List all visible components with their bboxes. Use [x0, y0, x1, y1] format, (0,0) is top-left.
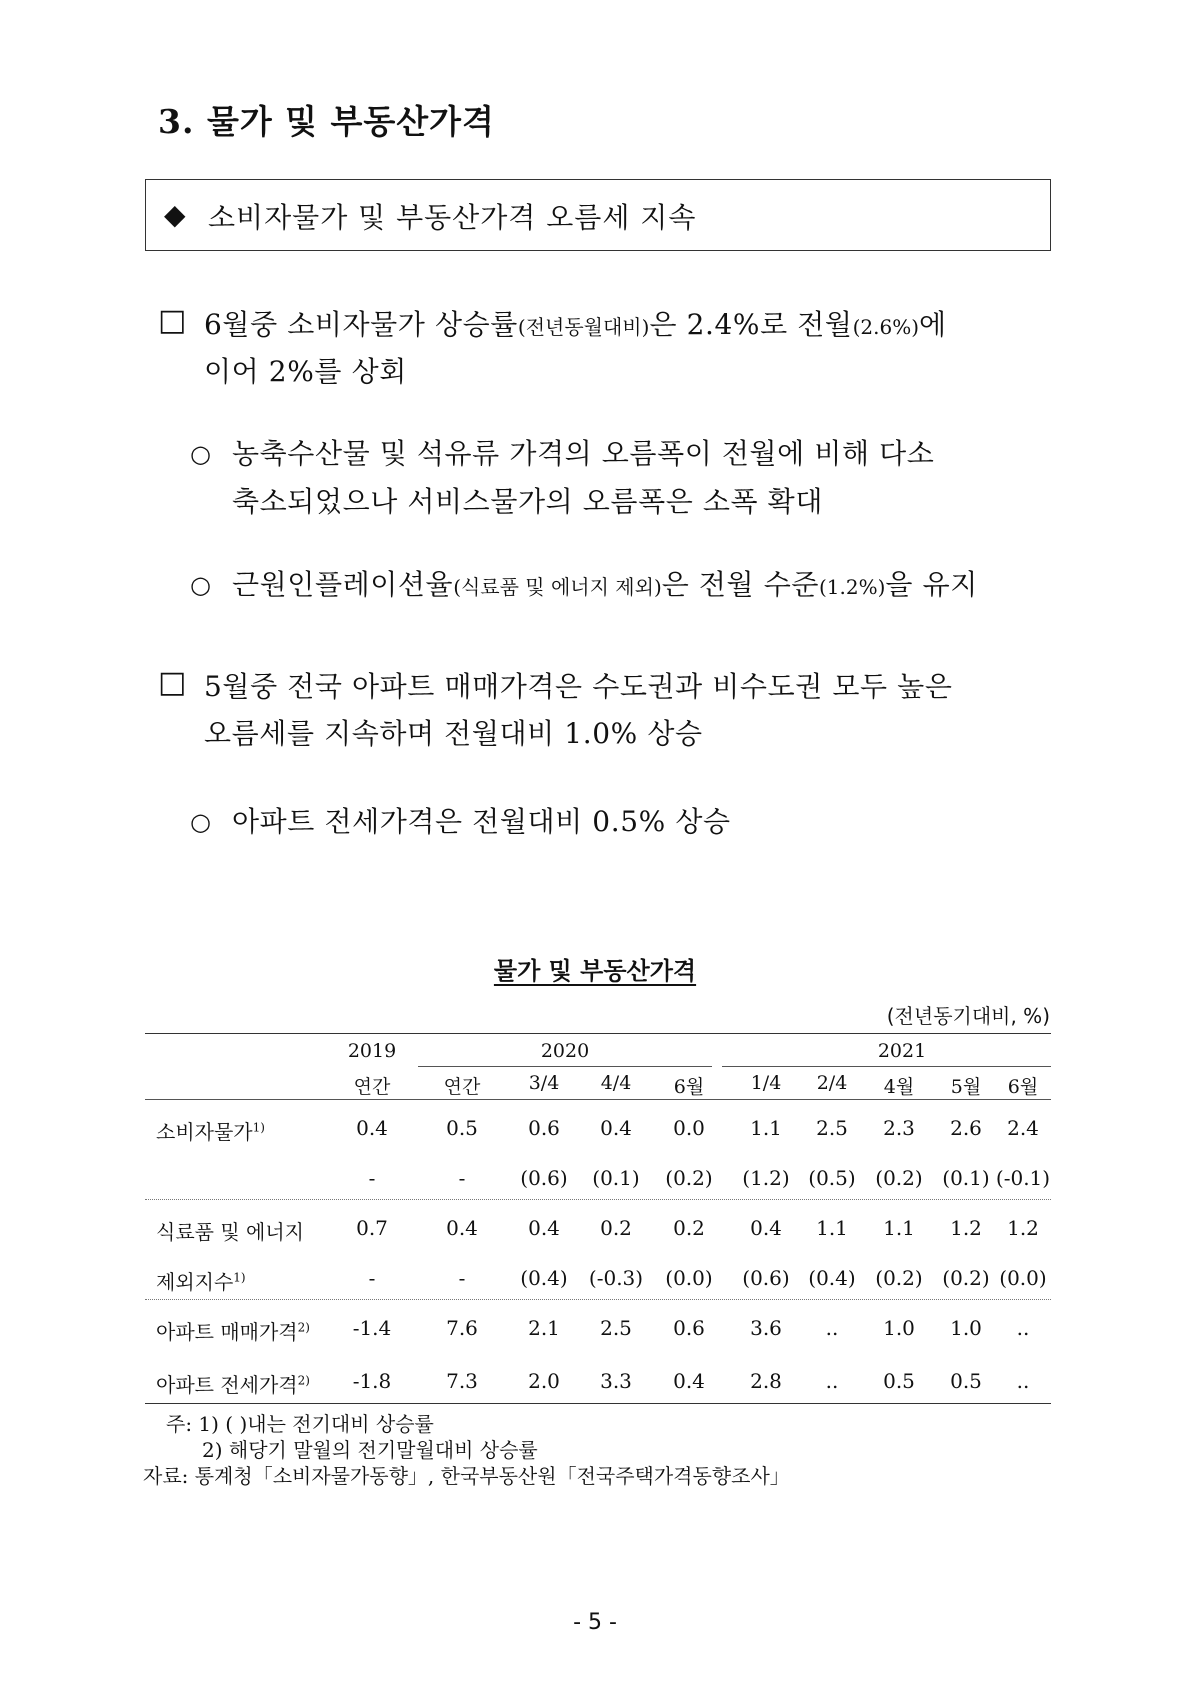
table-cell: 1.1: [816, 1216, 848, 1240]
row-separator: [145, 1299, 1051, 1300]
table-cell: 1.2: [1007, 1216, 1039, 1240]
table-cell: 7.3: [446, 1369, 478, 1393]
table-cell: -1.8: [352, 1369, 392, 1393]
table-cell: (0.0): [999, 1266, 1047, 1290]
table-top-border: [145, 1033, 1051, 1034]
table-cell: (0.2): [875, 1266, 923, 1290]
header-bottom-border: [145, 1099, 1051, 1100]
section-title: 3. 물가 및 부동산가격: [158, 102, 495, 141]
column-header: 2/4: [816, 1072, 848, 1094]
paragraph-2-line-1: 5월중 전국 아파트 매매가격은 수도권과 비수도권 모두 높은: [204, 670, 953, 703]
table-cell: 1.0: [950, 1316, 982, 1340]
table-cell: 2.5: [816, 1116, 848, 1140]
table-cell: (-0.3): [588, 1266, 644, 1290]
table-cell: 0.4: [750, 1216, 782, 1240]
table-cell: (0.2): [875, 1166, 923, 1190]
table-cell: (0.4): [520, 1266, 568, 1290]
table-cell: 2.6: [950, 1116, 982, 1140]
table-cell: (0.2): [665, 1166, 713, 1190]
source-note: 자료: 통계청「소비자물가동향」, 한국부동산원「전국주택가격동향조사」: [143, 1464, 790, 1488]
note-1: 주: 1) ( )내는 전기대비 상승률: [166, 1412, 434, 1436]
column-header: 6월: [1007, 1076, 1039, 1098]
note-2: 2) 해당기 말월의 전기말월대비 상승률: [202, 1438, 538, 1462]
row-label-core-1: 식료품 및 에너지: [156, 1220, 304, 1244]
table-cell: 0.2: [673, 1216, 705, 1240]
table-cell: 0.4: [528, 1216, 560, 1240]
circle-bullet-icon: ○: [190, 440, 211, 468]
circle-bullet-icon: ○: [190, 571, 211, 599]
table-cell: 0.2: [600, 1216, 632, 1240]
table-cell: 2.5: [600, 1316, 632, 1340]
table-cell: (0.1): [942, 1166, 990, 1190]
year-2020-underline: [418, 1066, 712, 1067]
column-header: 4/4: [600, 1072, 632, 1094]
diamond-bullet-icon: ◆: [164, 198, 186, 231]
table-cell: 2.4: [1007, 1116, 1039, 1140]
sub-bullet-3: 아파트 전세가격은 전월대비 0.5% 상승: [232, 805, 731, 838]
table-cell: 0.0: [673, 1116, 705, 1140]
table-cell: 0.5: [446, 1116, 478, 1140]
summary-box: [145, 179, 1051, 251]
column-header: 6월: [673, 1076, 705, 1098]
table-cell: 1.0: [883, 1316, 915, 1340]
table-cell: 0.5: [883, 1369, 915, 1393]
table-unit: (전년동기대비, %): [886, 1004, 1050, 1028]
year-header: 2021: [877, 1040, 927, 1062]
table-cell: 0.6: [528, 1116, 560, 1140]
table-bottom-border: [145, 1403, 1051, 1404]
column-header: 5월: [950, 1076, 982, 1098]
table-cell: -1.4: [352, 1316, 392, 1340]
table-cell: (1.2): [742, 1166, 790, 1190]
table-cell: -: [368, 1266, 376, 1290]
table-cell: ..: [825, 1316, 839, 1340]
column-header: 연간: [443, 1076, 481, 1098]
table-cell: 1.1: [883, 1216, 915, 1240]
table-cell: 2.3: [883, 1116, 915, 1140]
table-title: 물가 및 부동산가격: [493, 957, 697, 985]
row-label-apt-sale: 아파트 매매가격$^{2)}$: [156, 1320, 310, 1344]
table-cell: -: [458, 1166, 466, 1190]
column-header: 3/4: [528, 1072, 560, 1094]
table-cell: 2.0: [528, 1369, 560, 1393]
table-cell: ..: [1016, 1316, 1030, 1340]
table-cell: 3.3: [600, 1369, 632, 1393]
table-cell: (0.6): [742, 1266, 790, 1290]
row-separator: [145, 1199, 1051, 1200]
paragraph-1-line-1: 6월중 소비자물가 상승률(전년동월대비)은 2.4%로 전월(2.6%)에: [204, 308, 947, 341]
row-label-cpi: 소비자물가$^{1)}$: [156, 1120, 265, 1144]
row-label-core-2: 제외지수$^{1)}$: [156, 1270, 246, 1294]
row-label-apt-jeonse: 아파트 전세가격$^{2)}$: [156, 1373, 310, 1397]
table-cell: 0.4: [356, 1116, 388, 1140]
paragraph-2-line-2: 오름세를 지속하며 전월대비 1.0% 상승: [204, 717, 703, 750]
table-cell: -: [368, 1166, 376, 1190]
table-cell: (0.0): [665, 1266, 713, 1290]
table-cell: 2.8: [750, 1369, 782, 1393]
table-cell: 0.4: [673, 1369, 705, 1393]
summary-text: 소비자물가 및 부동산가격 오름세 지속: [208, 201, 697, 234]
table-cell: -: [458, 1266, 466, 1290]
table-cell: ..: [1016, 1369, 1030, 1393]
table-cell: 0.7: [356, 1216, 388, 1240]
column-header: 4월: [883, 1076, 915, 1098]
column-header: 연간: [353, 1076, 391, 1098]
table-cell: 7.6: [446, 1316, 478, 1340]
sub-bullet-1-line-2: 축소되었으나 서비스물가의 오름폭은 소폭 확대: [232, 485, 823, 518]
circle-bullet-icon: ○: [190, 808, 211, 836]
table-cell: 1.2: [950, 1216, 982, 1240]
page-number: - 5 -: [573, 1610, 617, 1635]
table-cell: (0.5): [808, 1166, 856, 1190]
square-bullet-icon: □: [158, 303, 187, 338]
table-cell: 0.5: [950, 1369, 982, 1393]
sub-bullet-1-line-1: 농축수산물 및 석유류 가격의 오름폭이 전월에 비해 다소: [232, 437, 935, 470]
table-cell: 0.4: [600, 1116, 632, 1140]
table-cell: (0.4): [808, 1266, 856, 1290]
table-cell: 0.4: [446, 1216, 478, 1240]
year-header: 2020: [540, 1040, 590, 1062]
table-cell: (0.1): [592, 1166, 640, 1190]
square-bullet-icon: □: [158, 665, 187, 700]
table-cell: (0.2): [942, 1266, 990, 1290]
year-2021-underline: [722, 1066, 1051, 1067]
table-cell: ..: [825, 1369, 839, 1393]
table-cell: (-0.1): [995, 1166, 1051, 1190]
table-cell: 2.1: [528, 1316, 560, 1340]
sub-bullet-2: 근원인플레이션율(식료품 및 에너지 제외)은 전월 수준(1.2%)을 유지: [232, 568, 978, 601]
table-cell: (0.6): [520, 1166, 568, 1190]
table-cell: 0.6: [673, 1316, 705, 1340]
paragraph-1-line-2: 이어 2%를 상회: [204, 355, 407, 388]
column-header: 1/4: [750, 1072, 782, 1094]
year-header: 2019: [347, 1040, 397, 1062]
table-cell: 3.6: [750, 1316, 782, 1340]
table-cell: 1.1: [750, 1116, 782, 1140]
